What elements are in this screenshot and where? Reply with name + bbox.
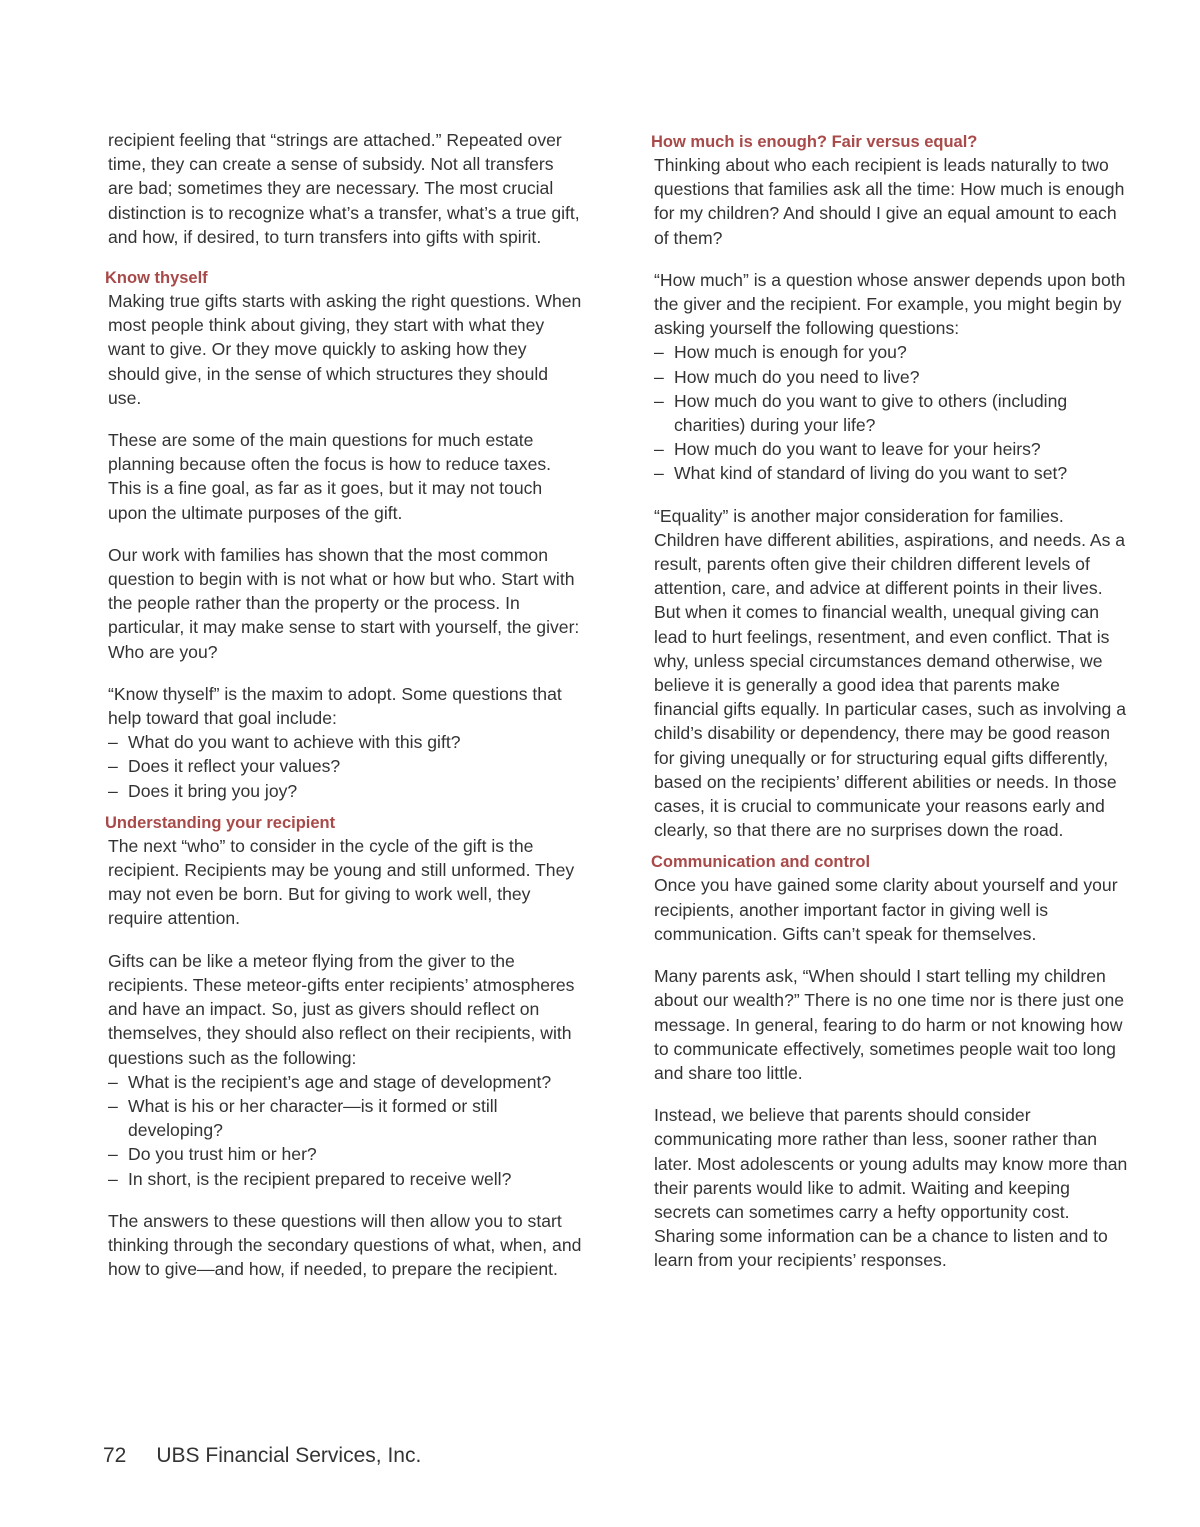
dash-icon: – <box>108 1168 118 1189</box>
dash-icon: – <box>654 366 664 387</box>
heading-communication: Communication and control <box>651 853 871 872</box>
list-item: – What kind of standard of living do you want to set? <box>654 461 1128 485</box>
list-item: – How much is enough for you? <box>654 340 1128 364</box>
page-footer <box>103 1444 421 1468</box>
page-number: 72 <box>103 1444 127 1467</box>
list-item: – What is his or her character—is it formed or still developing? <box>108 1095 498 1141</box>
heading-know-thyself: Know thyself <box>105 269 208 288</box>
dash-icon: – <box>108 732 118 753</box>
list-item: – How much do you want to give to others (including charities) during your life? <box>654 390 1068 436</box>
list-item: – Does it reflect your values? <box>108 754 582 778</box>
intro-paragraph: recipient feeling that “strings are attached.” Repeated over time, they can create a sense of subsidy. Not all transfers are bad; sometimes they are necessary. The most crucial distinction is to recognize what’s a transfer, what’s a true gift, and how, if desired, to turn transfers into gifts with spirit. <box>108 130 580 247</box>
list-item: – Do you trust him or her? <box>108 1142 582 1166</box>
question-list <box>108 730 582 803</box>
question-list <box>654 340 1128 485</box>
publisher-name: UBS Financial Services, Inc. <box>156 1444 422 1467</box>
right-column <box>651 128 1128 1273</box>
list-item: – In short, is the recipient prepared to receive well? <box>108 1167 582 1191</box>
paragraph: Gifts can be like a meteor flying from the giver to the recipients. These meteor-gifts enter recipients’ atmospheres and have an impact. So, just as givers should reflect on themselves, they should also reflect on their recipients, with questions such as the following: <box>108 950 575 1068</box>
dash-icon: – <box>654 390 664 411</box>
question-list <box>108 1070 582 1191</box>
dash-icon: – <box>654 463 664 484</box>
dash-icon: – <box>654 342 664 363</box>
paragraph: Making true gifts starts with asking the right questions. When most people think about giving, they start with what they want to give. Or they move quickly to asking how they should give, in the sense of which structures they should use. <box>108 291 582 408</box>
paragraph: Thinking about who each recipient is leads naturally to two questions that families ask all the time: How much is enough for my children? And should I give an equal amount to each of them? <box>654 155 1125 248</box>
paragraph: “How much” is a question whose answer depends upon both the giver and the recipient. For example, you might begin by asking yourself the following questions: <box>654 269 1126 339</box>
dash-icon: – <box>654 439 664 460</box>
dash-icon: – <box>108 756 118 777</box>
dash-icon: – <box>108 1095 118 1116</box>
left-column <box>105 128 582 1281</box>
list-item: – What is the recipient’s age and stage of development? <box>108 1070 582 1094</box>
paragraph: Instead, we believe that parents should consider communicating more rather than less, sooner rather than later. Most adolescents or young adults may know more than their parents would like to admit. Waiting and keeping secrets can sometimes carry a hefty opportunity cost. Sharing some information can be a chance to listen and to learn from your recipients’ responses. <box>654 1105 1128 1271</box>
paragraph: These are some of the main questions for much estate planning because often the focus is how to reduce taxes. This is a fine goal, as far as it goes, but it may not touch upon the ultimate purposes of the gift. <box>108 430 552 523</box>
list-item: – How much do you want to leave for your heirs? <box>654 437 1128 461</box>
paragraph: The next “who” to consider in the cycle of the gift is the recipient. Recipients may be young and still unformed. They may not even be born. But for giving to work well, they require attention. <box>108 835 575 929</box>
paragraph: “Know thyself” is the maxim to adopt. Some questions that help toward that goal include: <box>108 683 562 729</box>
list-item: – What do you want to achieve with this gift? <box>108 730 582 754</box>
paragraph: Our work with families has shown that the most common question to begin with is not what or how but who. Start with the people rather than the property or the process. In particular, it may make sense to start with yourself, the giver: Who are you? <box>108 544 580 662</box>
heading-understanding-recipient: Understanding your recipient <box>105 813 336 832</box>
paragraph: Many parents ask, “When should I start telling my children about our wealth?” There is no one time nor is there just one message. In general, fearing to do harm or not knowing how to communicate effectively, sometimes people wait too long and share too little. <box>654 966 1125 1083</box>
dash-icon: – <box>108 1144 118 1165</box>
dash-icon: – <box>108 780 118 801</box>
heading-how-much: How much is enough? Fair versus equal? <box>651 133 978 151</box>
dash-icon: – <box>108 1071 118 1092</box>
paragraph: Once you have gained some clarity about yourself and your recipients, another important factor in giving well is communication. Gifts can’t speak for themselves. <box>654 875 1118 944</box>
list-item: – How much do you need to live? <box>654 365 1128 389</box>
paragraph: The answers to these questions will then allow you to start thinking through the secondary questions of what, when, and how to give—and how, if needed, to prepare the recipient. <box>108 1210 582 1280</box>
paragraph: “Equality” is another major consideration for families. Children have different abilities, aspirations, and needs. As a result, parents often give their children different levels of attention, care, and advice at different points in their lives. But when it comes to financial wealth, unequal giving can lead to hurt feelings, resentment, and even conflict. That is why, unless special circumstances demand otherwise, we believe it is generally a good idea that parents make financial gifts equally. In particular cases, such as involving a child’s disability or dependency, there may be good reason for giving unequally or for structuring equal gifts differently, based on the recipients’ different abilities or needs. In those cases, it is crucial to communicate your reasons early and clearly, so that there are no surprises down the road. <box>654 505 1127 841</box>
list-item: – Does it bring you joy? <box>108 779 582 803</box>
